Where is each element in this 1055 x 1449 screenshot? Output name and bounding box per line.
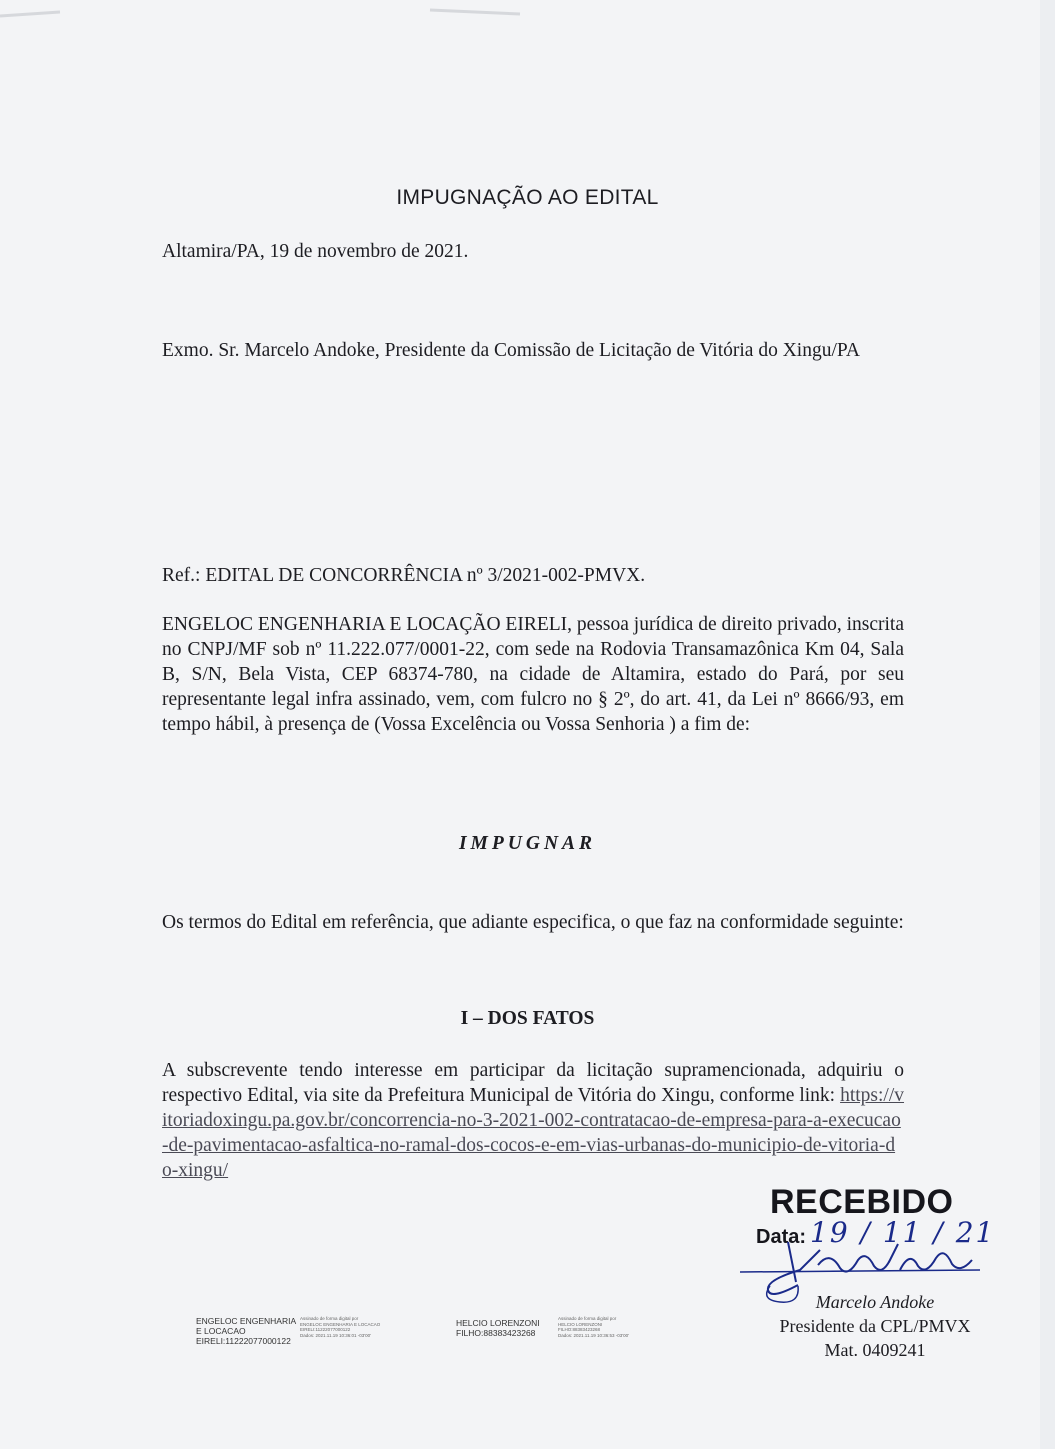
facts-link[interactable]: https://vitoriadoxingu.pa.gov.br/concorrencia-no-3-2021-002-contratacao-de-empresa-para-a-execucao-de-pavimentacao-asfaltica-no-ramal-dos-cocos-e-em-vias-urbanas-do-municipio-de-vitoria-do-xingu/ xyxy=(162,1085,905,1181)
dsig-name: ENGELOC ENGENHARIA E LOCACAO EIRELI:11222077000122 xyxy=(196,1316,297,1346)
stamp-signer-name: Marcelo Andoke xyxy=(815,1292,935,1312)
intro-paragraph: ENGELOC ENGENHARIA E LOCAÇÃO EIRELI, pessoa jurídica de direito privado, inscrita no CNPJ/MF sob nº 11.222.077/0001-22, com sede na Rodovia Transamazônica Km 04, Sala B, S/N, Bela Vista, CEP 68374-780, na cidade de Altamira, estado do Pará, por seu representante legal infra assinado, vem, com fulcro no § 2º, do art. 41, da Lei nº 8666/93, em tempo hábil, à presença de (Vossa Excelência ou Vossa Senhoria ) a fim de: xyxy=(162,614,904,735)
document-title: IMPUGNAÇÃO AO EDITAL xyxy=(396,186,659,209)
dsig-details: Assinado de forma digital por ENGELOC ENGENHARIA E LOCACAO EIRELI:11222077000122 Dados: 2021.11.19 10:36:01 -03'00' xyxy=(300,1316,381,1338)
dsig-details: Assinado de forma digital por HELCIO LORENZONI FILHO:88383423268 Dados: 2021.11.19 10:36:53 -03'00' xyxy=(558,1316,629,1338)
place-date: Altamira/PA, 19 de novembro de 2021. xyxy=(162,241,469,262)
facts-paragraph xyxy=(162,1058,904,1183)
impugnar-heading: IMPUGNAR xyxy=(458,833,597,854)
handwritten-date: 19 / 11 / 21 xyxy=(810,1216,996,1249)
stamp-date-label: Data: xyxy=(756,1226,807,1248)
received-stamp: RECEBIDO xyxy=(770,1183,954,1221)
stamp-signer-registration: Mat. 0409241 xyxy=(824,1340,926,1360)
addressee: Exmo. Sr. Marcelo Andoke, Presidente da Comissão de Licitação de Vitória do Xingu/PA xyxy=(162,340,861,361)
dsig-name: HELCIO LORENZONI FILHO:88383423268 xyxy=(456,1318,540,1338)
stamp-signer-role: Presidente da CPL/PMVX xyxy=(779,1316,971,1336)
facts-text: A subscrevente tendo interesse em participar da licitação supramencionada, adquiriu o respectivo Edital, via site da Prefeitura Municipal de Vitória do Xingu, conforme link: xyxy=(162,1060,904,1106)
terms-paragraph: Os termos do Edital em referência, que adiante especifica, o que faz na conformidade seguinte: xyxy=(162,912,904,933)
section-heading-fatos: I – DOS FATOS xyxy=(460,1008,595,1029)
reference-line: Ref.: EDITAL DE CONCORRÊNCIA nº 3/2021-002-PMVX. xyxy=(162,565,646,586)
